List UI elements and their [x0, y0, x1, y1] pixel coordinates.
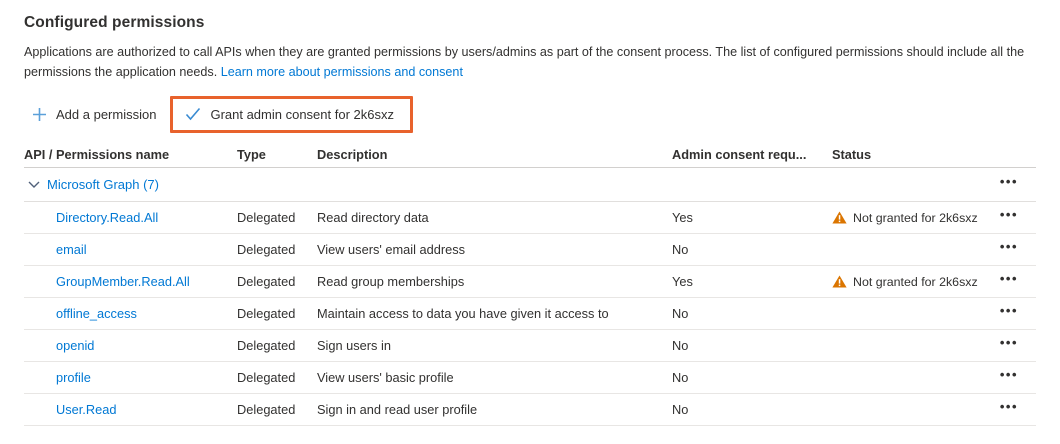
- add-permission-button[interactable]: [24, 101, 164, 128]
- header-type: Type: [237, 146, 266, 162]
- header-admin-consent: Admin consent requ...: [672, 146, 807, 162]
- permission-type: Delegated: [237, 306, 296, 322]
- admin-consent-required: No: [672, 242, 689, 258]
- group-cell: [24, 177, 990, 192]
- description-text: [24, 43, 1036, 82]
- permission-description: Maintain access to data you have given it access to: [317, 306, 609, 322]
- plus-icon: [32, 107, 47, 122]
- permission-type: Delegated: [237, 370, 296, 386]
- add-permission-label: Add a permission: [56, 106, 157, 122]
- header-description: Description: [317, 146, 388, 162]
- permission-type: Delegated: [237, 338, 296, 354]
- table-row: [24, 202, 1036, 234]
- admin-consent-required: No: [672, 370, 689, 386]
- description-body: Applications are authorized to call APIs when they are granted permissions by users/admins as part of the consent process. The list of configured permissions should include all the permissions the application needs.: [24, 45, 1025, 79]
- permission-name-link[interactable]: profile: [56, 370, 91, 386]
- permission-type: Delegated: [237, 210, 296, 226]
- learn-more-link[interactable]: Learn more about permissions and consent: [220, 64, 463, 79]
- warning-icon: [832, 211, 847, 224]
- status-cell: [832, 211, 990, 225]
- status-cell: [832, 275, 990, 289]
- more-options-icon[interactable]: •••: [998, 208, 1020, 227]
- permission-description: Read directory data: [317, 210, 429, 226]
- grant-admin-consent-label: Grant admin consent for 2k6sxz: [210, 106, 394, 122]
- permission-name-link[interactable]: User.Read: [56, 402, 117, 418]
- permission-description: Sign users in: [317, 338, 391, 354]
- permission-name-link[interactable]: openid: [56, 338, 95, 354]
- header-status: Status: [832, 146, 872, 162]
- admin-consent-required: Yes: [672, 274, 693, 290]
- status-text: Not granted for 2k6sxz: [853, 274, 978, 289]
- permission-description: Sign in and read user profile: [317, 402, 478, 418]
- more-options-icon[interactable]: •••: [998, 175, 1020, 194]
- permission-name-link[interactable]: offline_access: [56, 306, 137, 322]
- group-row-microsoft-graph[interactable]: [24, 168, 1036, 202]
- grant-admin-highlight-box: [170, 96, 413, 133]
- admin-consent-required: No: [672, 338, 689, 354]
- more-options-icon[interactable]: •••: [998, 240, 1020, 259]
- permissions-table: [24, 141, 1036, 426]
- permission-description: View users' basic profile: [317, 370, 454, 386]
- permission-type: Delegated: [237, 242, 296, 258]
- table-row: [24, 330, 1036, 362]
- more-options-icon[interactable]: •••: [998, 304, 1020, 323]
- group-more-cell: [990, 175, 1020, 194]
- status-text: Not granted for 2k6sxz: [853, 210, 978, 225]
- more-options-icon[interactable]: •••: [998, 272, 1020, 291]
- more-options-icon[interactable]: •••: [998, 400, 1020, 419]
- command-bar: [24, 94, 1036, 134]
- table-row: [24, 266, 1036, 298]
- table-row: [24, 234, 1036, 266]
- permission-description: View users' email address: [317, 242, 466, 258]
- permission-type: Delegated: [237, 274, 296, 290]
- admin-consent-required: No: [672, 306, 689, 322]
- group-name-link[interactable]: Microsoft Graph (7): [47, 177, 159, 193]
- more-options-icon[interactable]: •••: [998, 368, 1020, 387]
- check-icon: [185, 107, 201, 121]
- table-header-row: [24, 141, 1036, 168]
- page-title: Configured permissions: [24, 14, 205, 31]
- permission-name-link[interactable]: GroupMember.Read.All: [56, 274, 190, 290]
- permission-name-link[interactable]: Directory.Read.All: [56, 210, 159, 226]
- permission-name-link[interactable]: email: [56, 242, 87, 258]
- header-api-permissions-name: API / Permissions name: [24, 146, 170, 162]
- admin-consent-required: No: [672, 402, 689, 418]
- table-row: [24, 394, 1036, 426]
- permission-description: Read group memberships: [317, 274, 465, 290]
- admin-consent-required: Yes: [672, 210, 693, 226]
- table-row: [24, 362, 1036, 394]
- permission-type: Delegated: [237, 402, 296, 418]
- chevron-down-icon[interactable]: [28, 181, 40, 189]
- grant-admin-consent-button[interactable]: [177, 101, 402, 128]
- more-options-icon[interactable]: •••: [998, 336, 1020, 355]
- table-row: [24, 298, 1036, 330]
- warning-icon: [832, 275, 847, 288]
